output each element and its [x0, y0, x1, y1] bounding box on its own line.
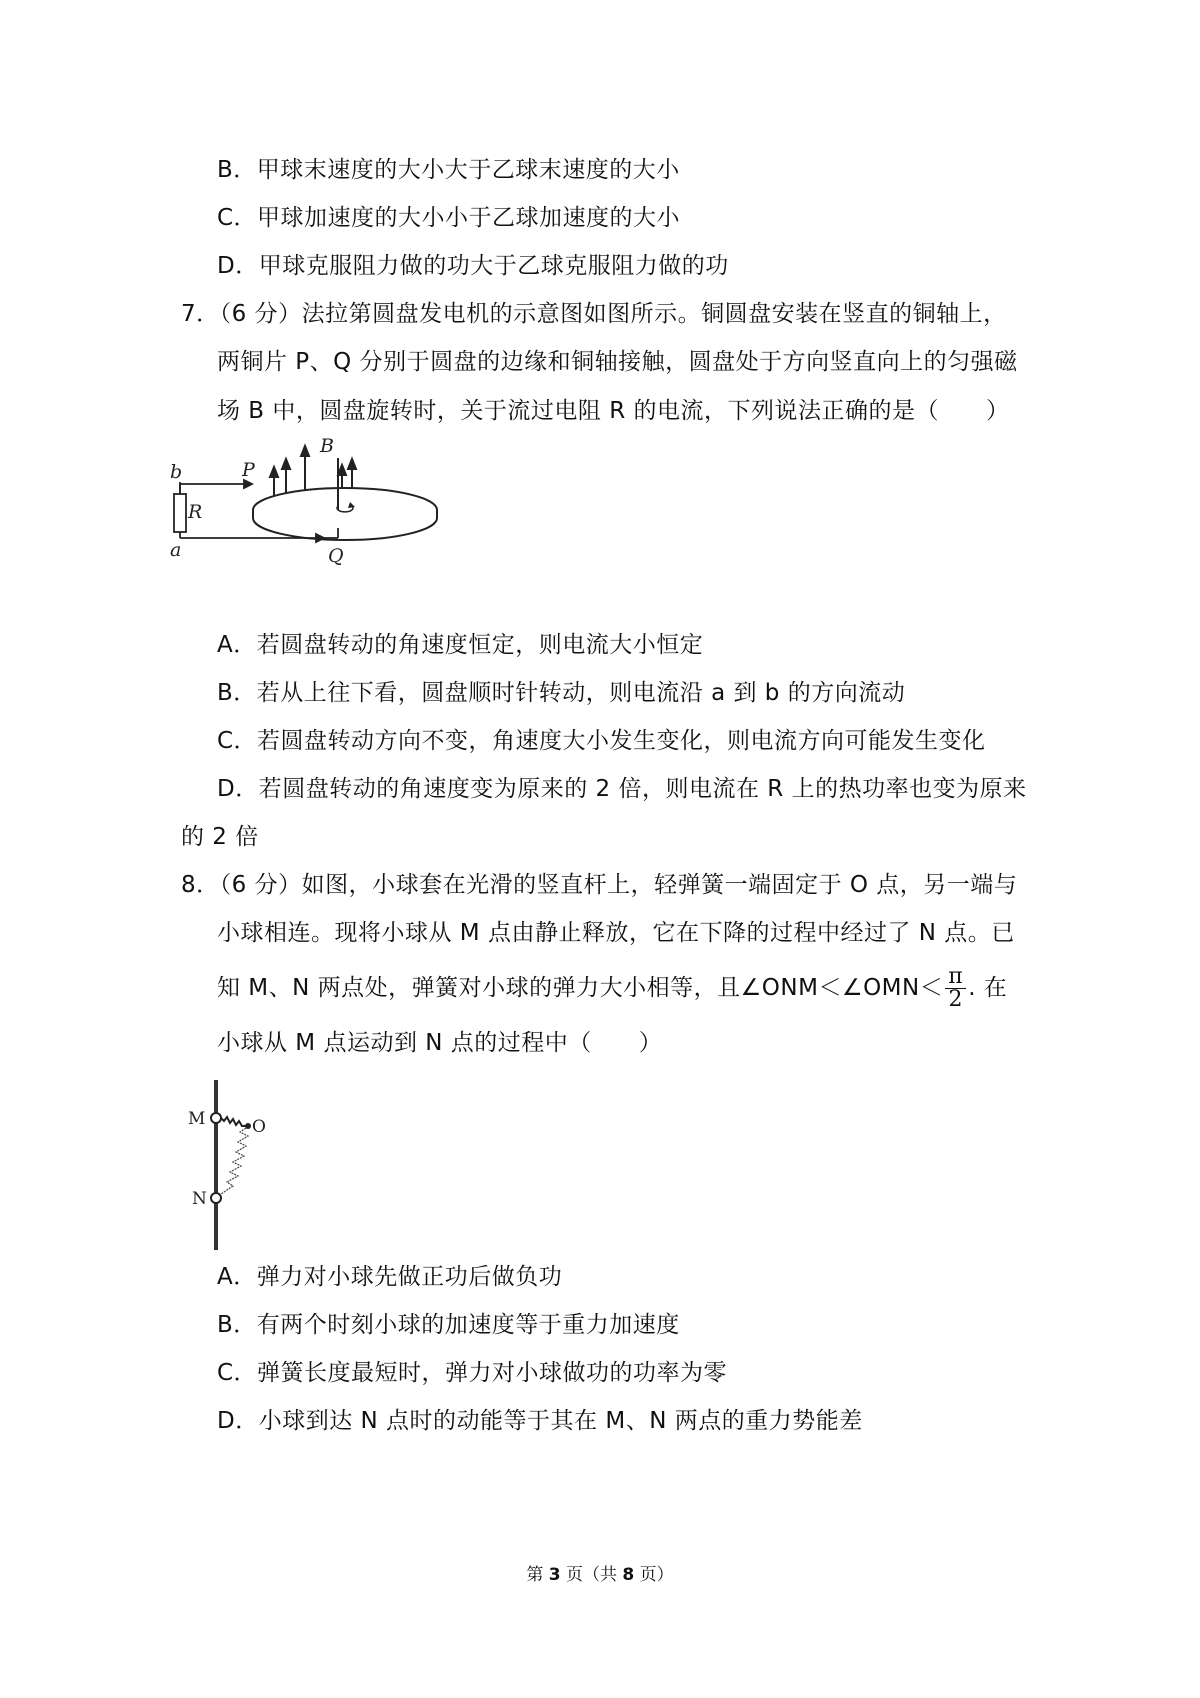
- page-footer: [0, 1560, 1200, 1585]
- label-a-terminal: a: [170, 539, 182, 561]
- q8-option-b: B．有两个时刻小球的加速度等于重力加速度: [217, 1312, 680, 1338]
- q7-option-d-line-2: 的 2 倍: [181, 824, 259, 850]
- q8-stem-line-3-text: 知 M、N 两点处，弹簧对小球的弹力大小相等，且∠ONM＜∠OMN＜: [217, 975, 944, 1001]
- spring-at-n: [221, 1128, 248, 1194]
- q8-stem-line-4: 小球从 M 点运动到 N 点的过程中（ ）: [217, 1030, 663, 1056]
- fraction-denominator: 2: [948, 987, 963, 1012]
- q7-option-a: A．若圆盘转动的角速度恒定，则电流大小恒定: [217, 632, 704, 658]
- q8-stem-line-3: [217, 966, 1007, 1011]
- q6-option-b: B．甲球末速度的大小大于乙球末速度的大小: [217, 157, 680, 183]
- q8-stem-line-3-tail: . 在: [968, 975, 1008, 1001]
- q7-stem-line-3: 场 B 中，圆盘旋转时，关于流过电阻 R 的电流，下列说法正确的是（ ）: [217, 398, 1010, 424]
- footer-prefix: 第: [526, 1565, 549, 1585]
- q6-option-d: D．甲球克服阻力做的功大于乙球克服阻力做的功: [217, 253, 729, 279]
- footer-middle: 页（共: [560, 1565, 623, 1585]
- footer-page-number: 3: [548, 1565, 561, 1585]
- footer-total-pages: 8: [622, 1565, 635, 1585]
- fraction-numerator: π: [945, 966, 966, 989]
- label-o: O: [252, 1117, 266, 1137]
- label-q: Q: [328, 545, 344, 567]
- q8-stem-line-2: 小球相连。现将小球从 M 点由静止释放，它在下降的过程中经过了 N 点。已: [217, 920, 1015, 946]
- q8-option-a: A．弹力对小球先做正功后做负功: [217, 1264, 563, 1290]
- label-b-field: B: [320, 435, 334, 457]
- q8-stem-line-1: 8．（6 分）如图，小球套在光滑的竖直杆上，轻弹簧一端固定于 O 点，另一端与: [181, 872, 1018, 898]
- label-p: P: [242, 459, 255, 481]
- label-r: R: [188, 501, 203, 523]
- q7-stem-line-2: 两铜片 P、Q 分别于圆盘的边缘和铜轴接触，圆盘处于方向竖直向上的匀强磁: [217, 349, 1018, 375]
- faraday-disc-figure: [170, 435, 440, 618]
- q7-stem-line-1: 7．（6 分）法拉第圆盘发电机的示意图如图所示。铜圆盘安装在竖直的铜轴上，: [181, 301, 1007, 327]
- point-m-ball: [211, 1113, 221, 1123]
- label-n: N: [192, 1189, 207, 1209]
- q8-option-d: D．小球到达 N 点时的动能等于其在 M、N 两点的重力势能差: [217, 1408, 863, 1434]
- pi-over-two-fraction: [945, 966, 966, 1011]
- spring-rod-figure: [180, 1080, 280, 1255]
- q6-option-c: C．甲球加速度的大小小于乙球加速度的大小: [217, 205, 681, 231]
- q7-option-b: B．若从上往下看，圆盘顺时针转动，则电流沿 a 到 b 的方向流动: [217, 680, 906, 706]
- q8-option-c: C．弹簧长度最短时，弹力对小球做功的功率为零: [217, 1360, 728, 1386]
- copper-disc: [253, 488, 437, 540]
- spring-at-m: [221, 1117, 246, 1126]
- label-m: M: [188, 1109, 206, 1129]
- q7-option-c: C．若圆盘转动方向不变，角速度大小发生变化，则电流方向可能发生变化: [217, 728, 986, 754]
- q7-option-d-line-1: D．若圆盘转动的角速度变为原来的 2 倍，则电流在 R 上的热功率也变为原来: [217, 776, 1027, 802]
- point-n-ball: [211, 1193, 221, 1203]
- footer-suffix: 页）: [634, 1565, 674, 1585]
- label-b-terminal: b: [170, 461, 183, 483]
